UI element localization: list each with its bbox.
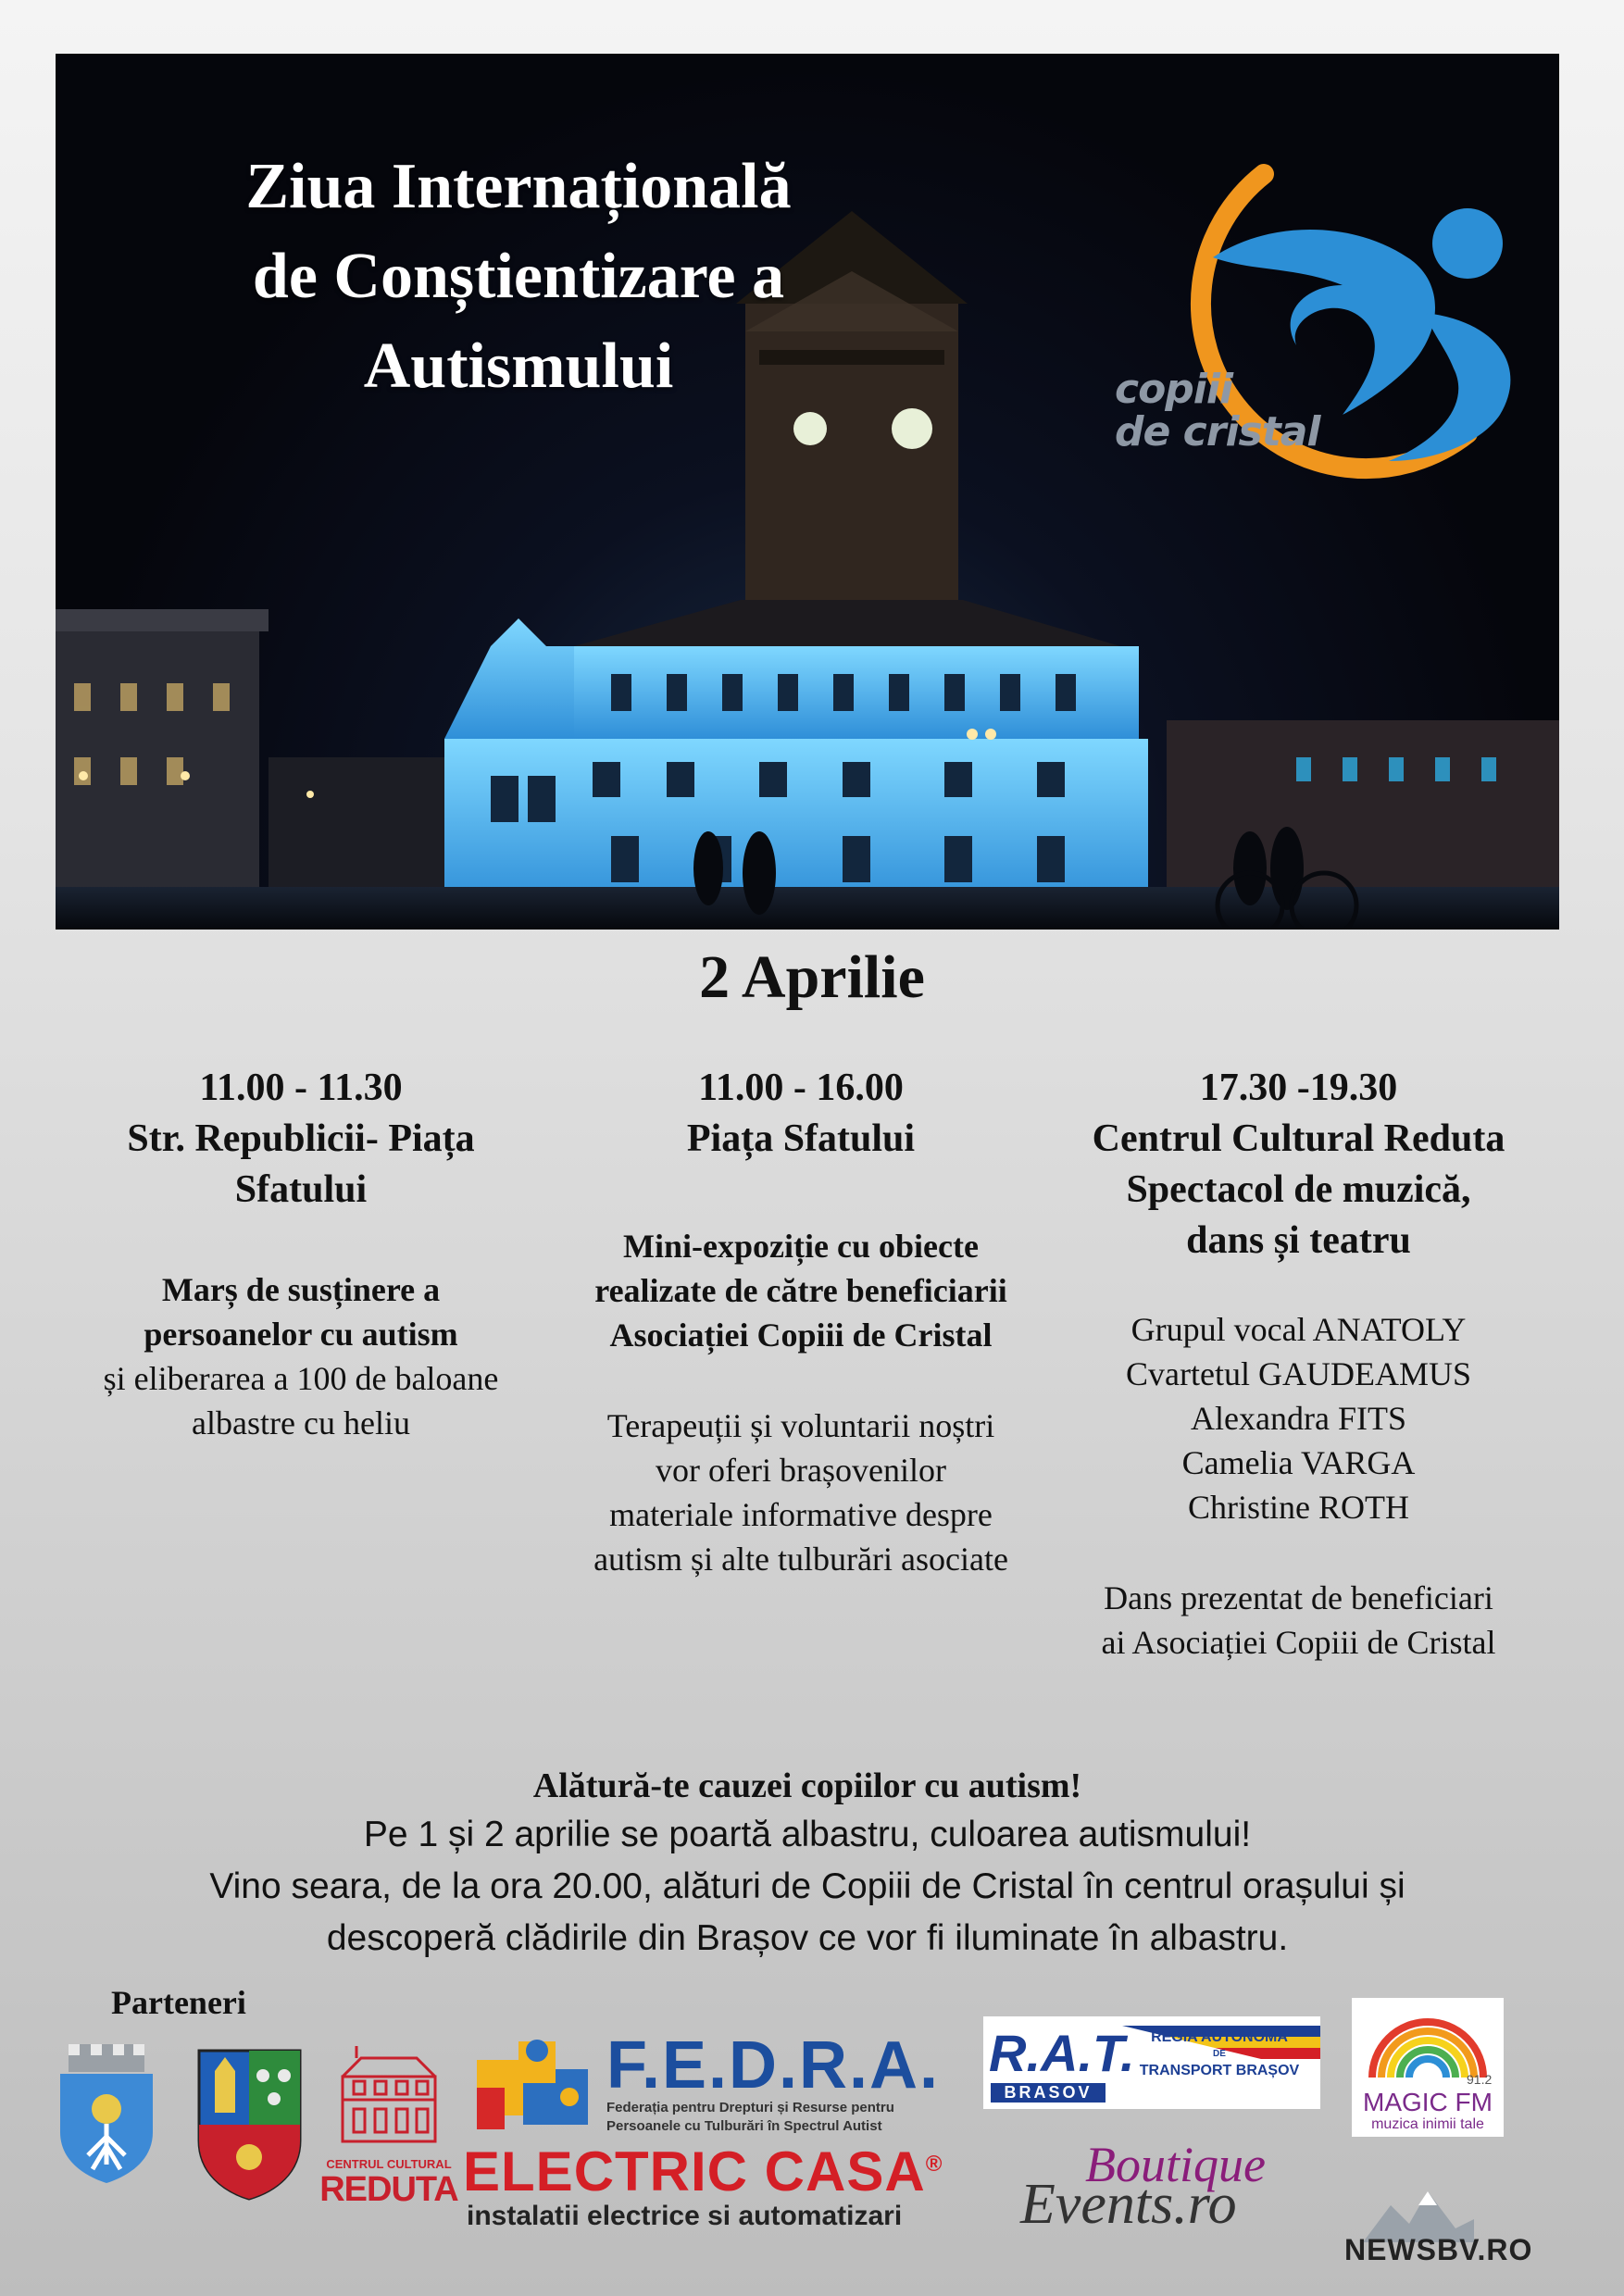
magic-fm-slogan: muzica inimii tale bbox=[1371, 2116, 1484, 2132]
electric-casa-name: ELECTRIC CASA bbox=[463, 2140, 926, 2202]
event-place: Piața Sfatului bbox=[686, 1117, 916, 1160]
call-to-action-line: descoperă clădirile din Brașov ce vor fi iluminate în albastru. bbox=[326, 1918, 1289, 1958]
call-to-action bbox=[56, 1763, 1559, 1965]
newsbv-logo bbox=[1344, 2187, 1543, 2270]
reduta-logo-line: CENTRUL CULTURAL bbox=[326, 2157, 452, 2171]
brasov-county-coat-of-arms-icon bbox=[196, 2048, 303, 2201]
magic-fm-name: MAGIC FM bbox=[1363, 2088, 1493, 2116]
call-to-action-title: Alătură-te cauzei copiilor cu autism! bbox=[532, 1766, 1082, 1805]
magic-fm-logo bbox=[1352, 1998, 1504, 2137]
boutique-events-line: Events.ro bbox=[1020, 2173, 1237, 2236]
rat-logo-name: R.A.T. bbox=[989, 2024, 1135, 2082]
performer: Camelia VARGA bbox=[1181, 1444, 1416, 1481]
call-to-action-line: Vino seara, de la ora 20.00, alături de Copiii de Cristal în centrul orașului și bbox=[209, 1866, 1405, 1906]
event-activity: realizate de către beneficiarii bbox=[594, 1272, 1007, 1309]
performer: Grupul vocal ANATOLY bbox=[1131, 1311, 1467, 1348]
event-title bbox=[93, 142, 944, 411]
registered-mark: ® bbox=[925, 2152, 943, 2177]
event-column-3 bbox=[1046, 1063, 1551, 1665]
event-title-line: Ziua Internațională bbox=[245, 151, 792, 222]
fedra-logo-subtitle: Federația pentru Drepturi și Resurse pentru bbox=[606, 2100, 894, 2115]
partners-label: Parteneri bbox=[111, 1984, 246, 2021]
fedra-logo-subtitle: Persoanele cu Tulburări în Spectrul Autist bbox=[606, 2118, 882, 2134]
fedra-puzzle-icon bbox=[468, 2032, 597, 2139]
event-description: și eliberarea a 100 de baloane bbox=[103, 1360, 499, 1397]
reduta-logo-name: REDUTA bbox=[319, 2170, 458, 2209]
magic-fm-frequency: 91.2 bbox=[1467, 2072, 1493, 2087]
event-place: Sfatului bbox=[234, 1168, 368, 1211]
copiii-de-cristal-logo-text bbox=[1115, 368, 1320, 454]
brasov-coat-of-arms-icon bbox=[56, 2044, 157, 2183]
event-description: Terapeuții și voluntarii noștri bbox=[606, 1407, 995, 1444]
reduta-logo bbox=[319, 2157, 458, 2208]
event-description: Dans prezentat de beneficiari bbox=[1104, 1579, 1493, 1616]
rat-logo-line: TRANSPORT BRAȘOV bbox=[1139, 2063, 1300, 2078]
event-place: dans și teatru bbox=[1186, 1219, 1411, 1262]
logo-text-line: copiii bbox=[1115, 366, 1233, 413]
boutique-events-line: Boutique bbox=[1085, 2137, 1266, 2192]
event-description: materiale informative despre bbox=[609, 1496, 993, 1533]
event-time: 11.00 - 11.30 bbox=[199, 1067, 403, 1109]
boutique-events-logo bbox=[1002, 2137, 1307, 2236]
event-activity: Mini-expoziție cu obiecte bbox=[623, 1228, 979, 1265]
rainbow-icon bbox=[1361, 2005, 1494, 2079]
newsbv-name: NEWSBV.RO bbox=[1344, 2233, 1533, 2266]
event-time: 11.00 - 16.00 bbox=[698, 1067, 904, 1109]
event-place: Str. Republicii- Piața bbox=[127, 1117, 475, 1160]
fedra-logo-name: F.E.D.R.A. bbox=[606, 2028, 941, 2103]
copiii-de-cristal-logo-icon bbox=[1111, 156, 1555, 526]
rat-brasov-logo bbox=[983, 2016, 1320, 2109]
event-time: 17.30 -19.30 bbox=[1199, 1067, 1398, 1109]
rat-logo-city: BRASOV bbox=[991, 2083, 1106, 2103]
event-activity: Marș de susținere a bbox=[161, 1271, 441, 1308]
performer: Alexandra FITS bbox=[1191, 1400, 1406, 1437]
fedra-logo bbox=[606, 2028, 968, 2136]
event-column-2 bbox=[546, 1063, 1056, 1581]
event-description: vor oferi brașovenilor bbox=[656, 1452, 946, 1489]
call-to-action-line: Pe 1 și 2 aprilie se poartă albastru, culoarea autismului! bbox=[363, 1815, 1252, 1854]
performer: Cvartetul GAUDEAMUS bbox=[1126, 1355, 1471, 1392]
event-place: Centrul Cultural Reduta bbox=[1092, 1117, 1505, 1160]
event-description: albastre cu heliu bbox=[192, 1404, 410, 1441]
electric-casa-logo bbox=[463, 2134, 981, 2230]
rat-logo-line: DE bbox=[1213, 2049, 1226, 2059]
event-activity: persoanelor cu autism bbox=[144, 1316, 458, 1353]
event-place: Spectacol de muzică, bbox=[1126, 1168, 1471, 1211]
performer: Christine ROTH bbox=[1188, 1489, 1409, 1526]
event-description: autism și alte tulburări asociate bbox=[593, 1541, 1008, 1578]
event-title-line: de Conștientizare a bbox=[252, 241, 785, 312]
event-title-line: Autismului bbox=[363, 331, 674, 402]
reduta-building-icon bbox=[324, 2044, 454, 2146]
event-description: ai Asociației Copiii de Cristal bbox=[1101, 1624, 1496, 1661]
event-activity: Asociației Copiii de Cristal bbox=[609, 1316, 993, 1354]
rat-logo-line: REGIA AUTONOMĂ bbox=[1151, 2029, 1288, 2045]
event-column-1 bbox=[56, 1063, 546, 1445]
rat-logo-text bbox=[1122, 2029, 1317, 2079]
hero-photo bbox=[56, 54, 1559, 930]
electric-casa-tagline: instalatii electrice si automatizari bbox=[467, 2201, 903, 2231]
logo-text-line: de cristal bbox=[1115, 408, 1320, 455]
event-date: 2 Aprilie bbox=[699, 943, 925, 1011]
